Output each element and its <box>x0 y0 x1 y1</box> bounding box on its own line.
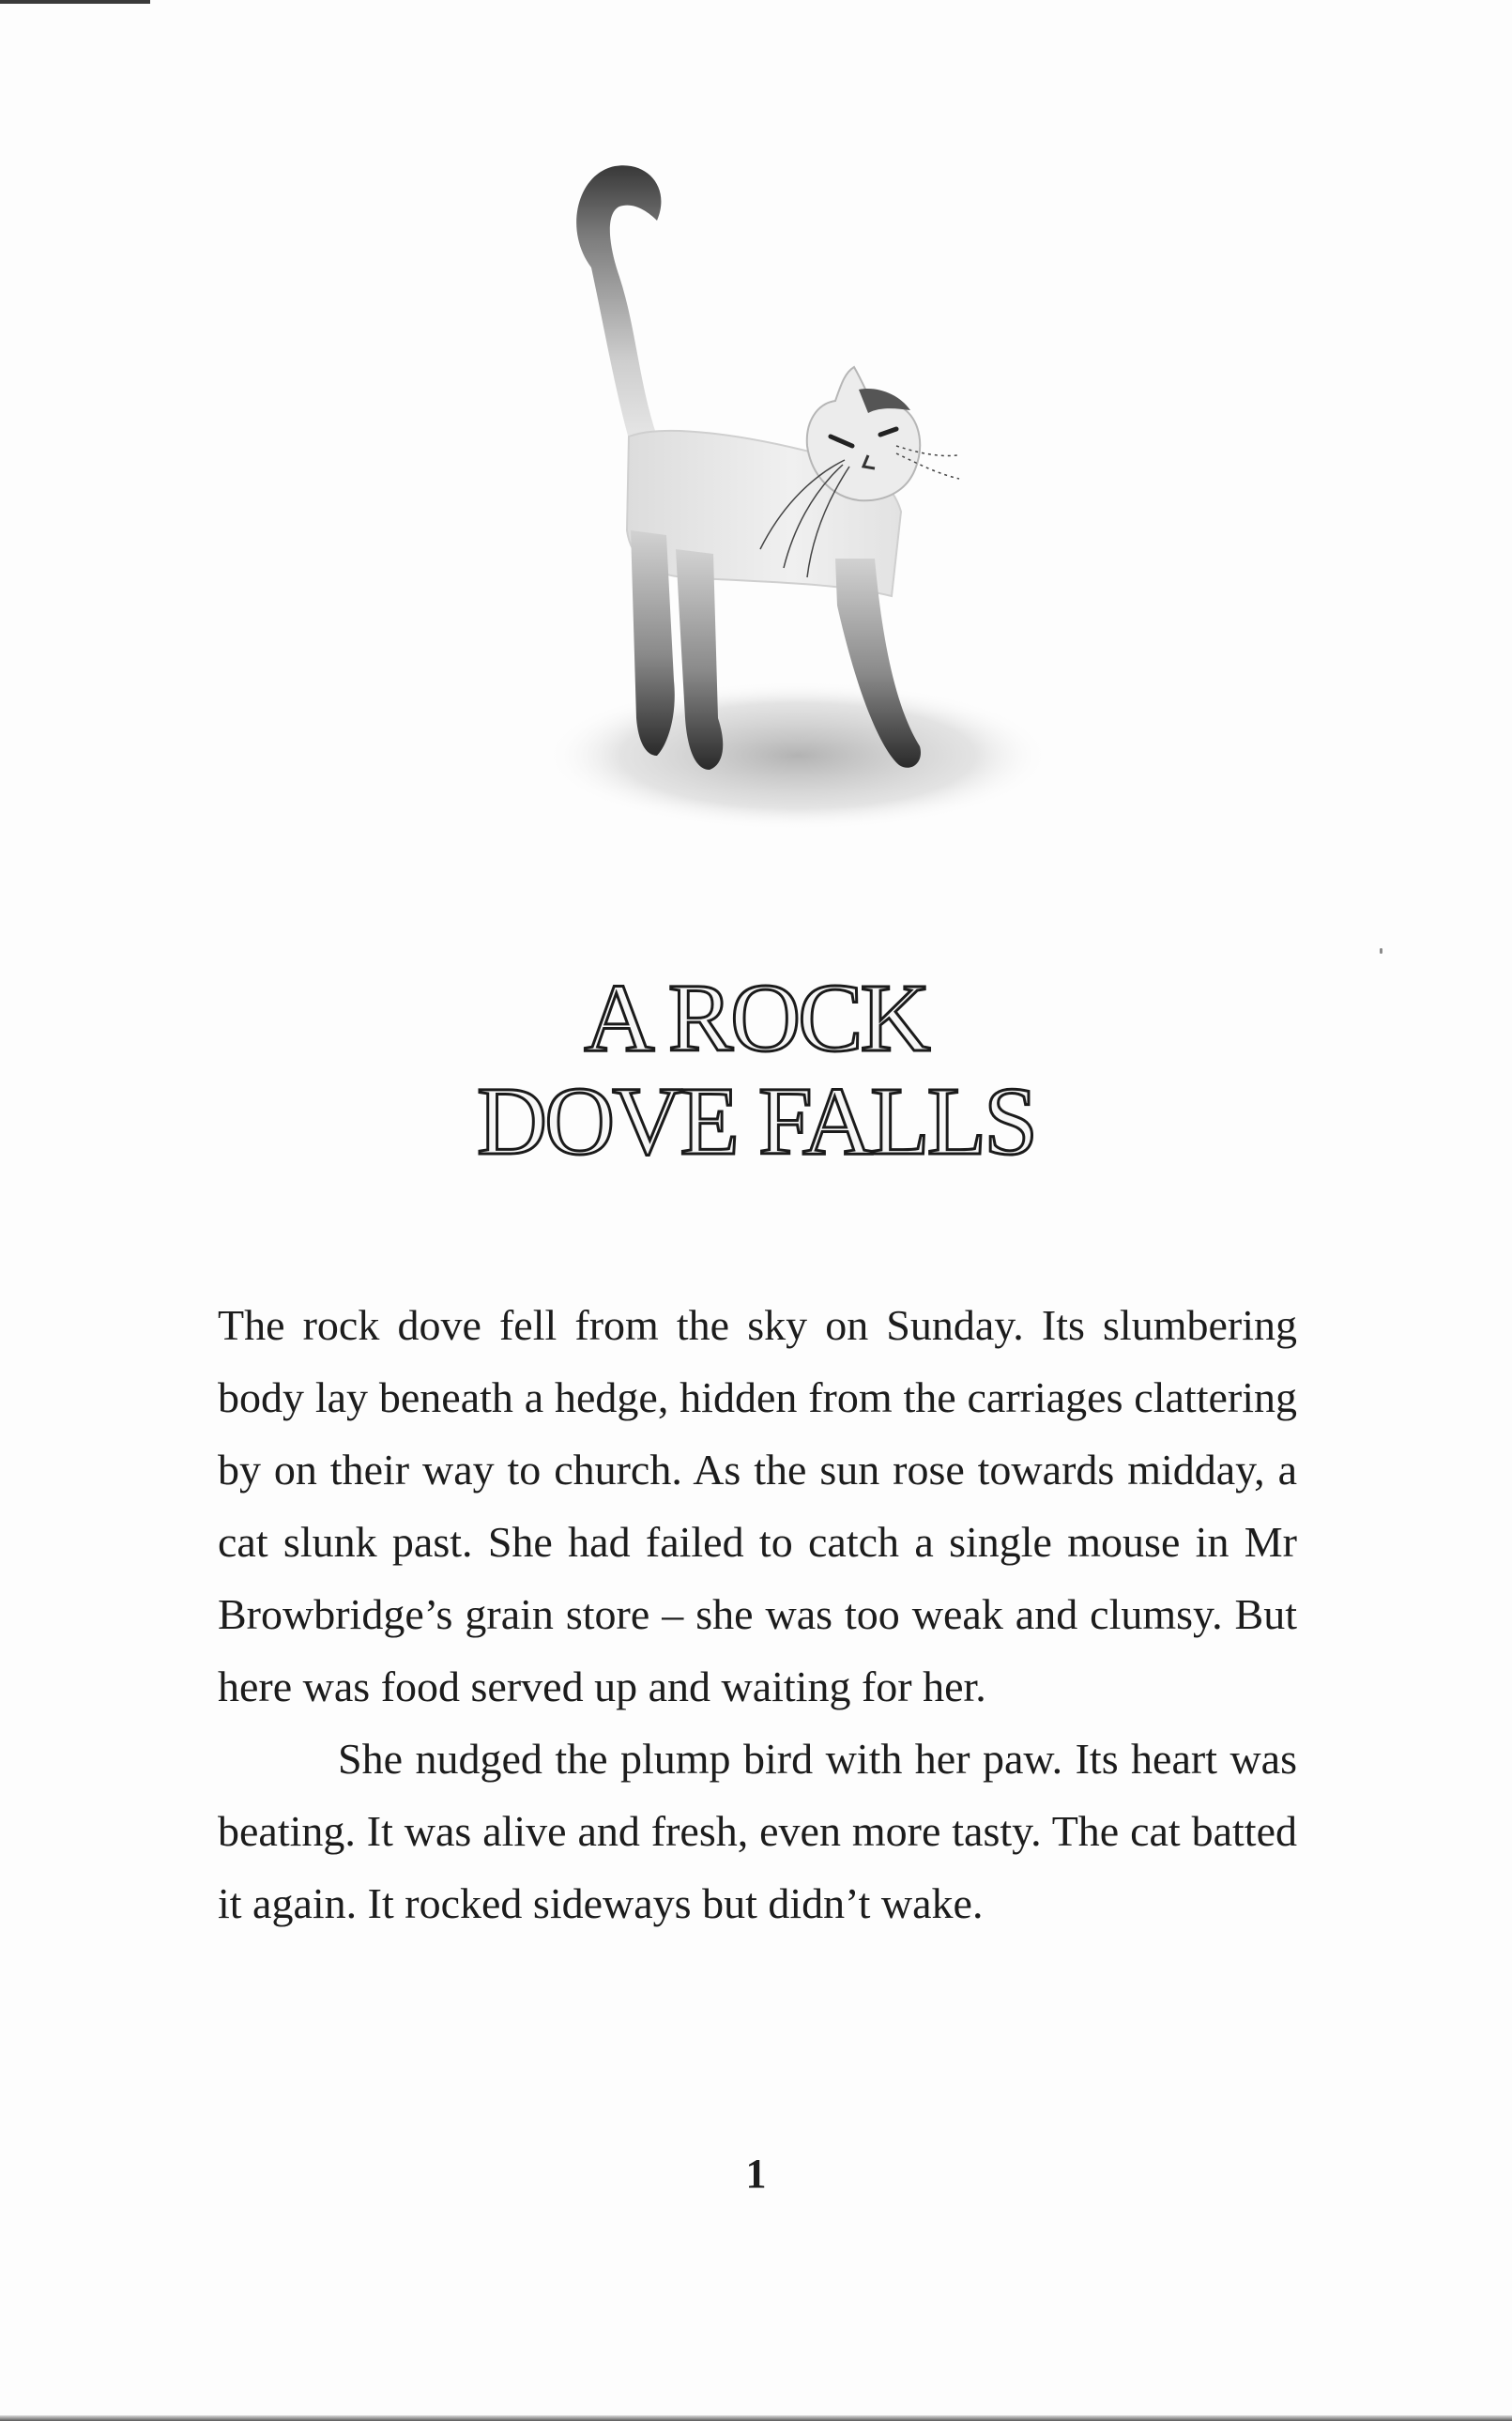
scan-edge-top <box>0 0 150 4</box>
cat-head <box>807 367 920 500</box>
cat-tail <box>576 165 661 446</box>
cat-illustration <box>526 155 1051 850</box>
scan-speck <box>1380 948 1382 954</box>
paragraph-2: She nudged the plump bird with her paw. Its heart was beating. It was alive and fresh, even more tasty. The cat batted it again. It rocked sideways but didn’t wake. <box>218 1735 1297 1927</box>
ground-shadow <box>544 681 1051 831</box>
chapter-title-line-1: A ROCK <box>584 963 928 1072</box>
page-number: 1 <box>745 2151 767 2197</box>
chapter-title-line-2: DOVE FALLS <box>477 1066 1035 1175</box>
chapter-title <box>0 963 1512 1175</box>
paragraph-1: The rock dove fell from the sky on Sunday. Its slumbering body lay beneath a hedge, hidden from the carriages clattering by on their way to church. As the sun rose towards midday, a cat slunk past. She had failed to catch a single mouse in Mr Browbridge’s grain store – she was too weak and clumsy. But here was food served up and waiting for her. <box>218 1301 1297 1710</box>
scan-edge-bottom <box>0 2415 1512 2421</box>
chapter-body <box>218 1289 1297 1939</box>
